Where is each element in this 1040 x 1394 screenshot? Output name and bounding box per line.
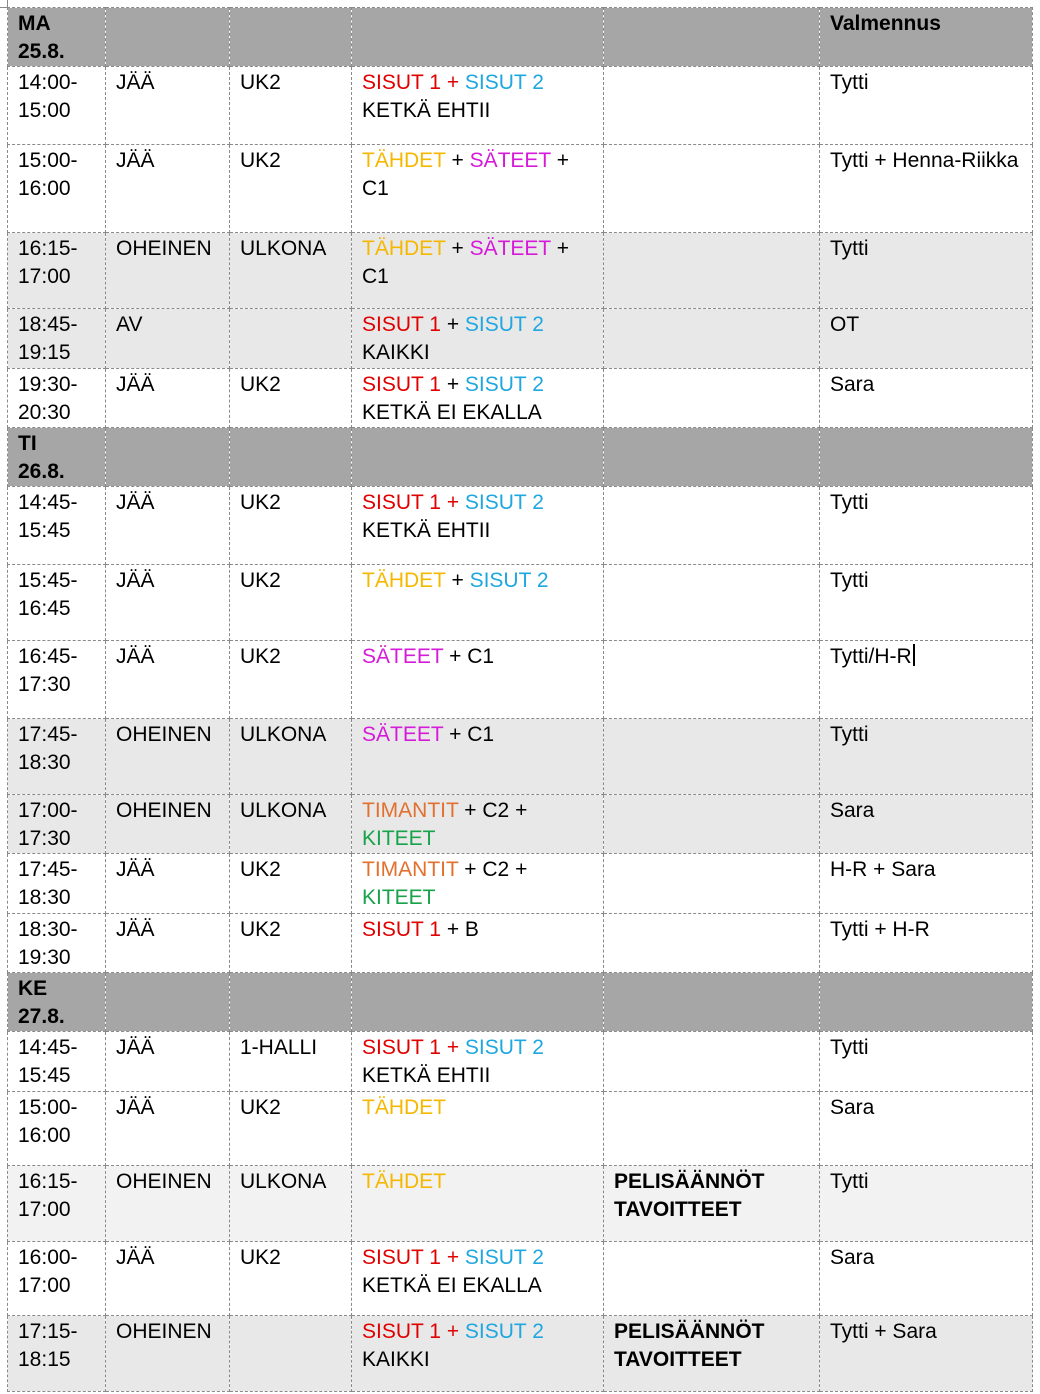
note-cell[interactable] [604, 145, 820, 233]
group-label: SISUT 2 [469, 569, 549, 592]
coach-cell[interactable] [820, 1242, 1033, 1316]
group-label: SISUT 2 [464, 71, 544, 94]
group-label: SISUT 1 [362, 491, 441, 514]
coach-name: Sara [830, 1246, 875, 1269]
text-cursor [913, 644, 915, 666]
groups-cell[interactable] [352, 914, 604, 973]
note-cell[interactable] [604, 565, 820, 641]
time-cell[interactable] [8, 1166, 106, 1242]
activity-cell[interactable] [106, 487, 230, 565]
place-text: 1-HALLI [240, 1036, 318, 1059]
note-cell[interactable] [604, 487, 820, 565]
coach-name: H-R + Sara [830, 858, 936, 881]
group-label: KITEET [362, 827, 436, 850]
note-cell[interactable] [604, 641, 820, 719]
group-connector: + B [440, 918, 479, 941]
activity-text: OHEINEN [116, 723, 212, 746]
session-row [8, 914, 1033, 973]
valmennus-header-cell [820, 973, 1033, 1032]
groups-cell[interactable] [352, 309, 604, 369]
group-connector: + C1 [362, 237, 569, 288]
note-text: PELISÄÄNNÖT [614, 1170, 765, 1193]
time-end: 15:45 [18, 1064, 71, 1087]
groups-cell[interactable] [352, 1316, 604, 1392]
time-end: 19:15 [18, 341, 71, 364]
activity-cell[interactable] [106, 369, 230, 428]
group-subtext: KETKÄ EHTII [362, 1064, 491, 1087]
group-label: SISUT 2 [464, 1320, 544, 1343]
day-header-empty-cell [604, 428, 820, 487]
session-row [8, 1032, 1033, 1092]
day-header-empty-cell [106, 8, 230, 67]
place-text: UK2 [240, 1096, 281, 1119]
activity-text: OHEINEN [116, 237, 212, 260]
time-cell[interactable] [8, 1092, 106, 1166]
place-cell[interactable] [230, 719, 352, 795]
activity-text: JÄÄ [116, 858, 155, 881]
activity-text: JÄÄ [116, 149, 155, 172]
day-header-empty-cell [230, 973, 352, 1032]
place-cell[interactable] [230, 1166, 352, 1242]
activity-text: JÄÄ [116, 373, 155, 396]
time-end: 17:00 [18, 1198, 71, 1221]
groups-cell[interactable] [352, 1242, 604, 1316]
note-cell[interactable] [604, 1032, 820, 1092]
group-label: TÄHDET [362, 569, 446, 592]
session-row [8, 1316, 1033, 1392]
time-cell[interactable] [8, 369, 106, 428]
day-cell[interactable] [8, 8, 106, 67]
time-cell[interactable] [8, 1316, 106, 1392]
coach-cell[interactable] [820, 67, 1033, 145]
time-cell[interactable] [8, 565, 106, 641]
coach-name: Sara [830, 1096, 875, 1119]
time-end: 16:00 [18, 177, 71, 200]
activity-text: JÄÄ [116, 645, 155, 668]
place-text: ULKONA [240, 799, 327, 822]
time-end: 16:45 [18, 597, 71, 620]
note-cell[interactable] [604, 309, 820, 369]
time-start: 17:45- [18, 858, 78, 881]
activity-text: JÄÄ [116, 569, 155, 592]
group-subtext: KAIKKI [362, 1348, 430, 1371]
coach-cell[interactable] [820, 145, 1033, 233]
place-text: UK2 [240, 858, 281, 881]
activity-cell[interactable] [106, 565, 230, 641]
coach-name: OT [830, 313, 860, 336]
time-end: 15:00 [18, 99, 71, 122]
valmennus-header-cell [820, 428, 1033, 487]
note-cell[interactable] [604, 854, 820, 914]
place-cell[interactable] [230, 641, 352, 719]
place-text: ULKONA [240, 723, 327, 746]
time-cell[interactable] [8, 233, 106, 309]
place-text: UK2 [240, 1246, 281, 1269]
groups-cell[interactable] [352, 487, 604, 565]
coach-cell[interactable] [820, 719, 1033, 795]
time-end: 18:30 [18, 886, 71, 909]
time-start: 17:00- [18, 799, 78, 822]
activity-text: JÄÄ [116, 1036, 155, 1059]
activity-cell[interactable] [106, 641, 230, 719]
day-header-empty-cell [604, 8, 820, 67]
group-connector: + [440, 1246, 465, 1269]
groups-cell[interactable] [352, 67, 604, 145]
group-label: SISUT 1 [362, 71, 441, 94]
time-end: 17:30 [18, 827, 71, 850]
coach-name: Tytti [830, 723, 869, 746]
coach-cell[interactable] [820, 914, 1033, 973]
group-subtext: KETKÄ EI EKALLA [362, 1274, 542, 1297]
day-header-row [8, 8, 1033, 67]
place-text: UK2 [240, 373, 281, 396]
group-connector: + [440, 71, 465, 94]
day-header-empty-cell [230, 428, 352, 487]
groups-cell[interactable] [352, 145, 604, 233]
place-cell[interactable] [230, 1092, 352, 1166]
time-end: 18:30 [18, 751, 71, 774]
coach-name: Sara [830, 373, 875, 396]
activity-text: JÄÄ [116, 918, 155, 941]
session-row [8, 309, 1033, 369]
time-end: 20:30 [18, 401, 71, 424]
session-row [8, 565, 1033, 641]
activity-cell[interactable] [106, 914, 230, 973]
time-cell[interactable] [8, 1032, 106, 1092]
session-row [8, 233, 1033, 309]
place-cell[interactable] [230, 487, 352, 565]
note-cell[interactable] [604, 369, 820, 428]
session-row [8, 1166, 1033, 1242]
session-row [8, 67, 1033, 145]
valmennus-header-cell [820, 8, 1033, 67]
group-subtext: KETKÄ EHTII [362, 519, 491, 542]
group-connector: + [445, 149, 470, 172]
activity-cell[interactable] [106, 1092, 230, 1166]
day-header-empty-cell [604, 973, 820, 1032]
activity-text: AV [116, 313, 143, 336]
coach-name: Tytti [830, 237, 869, 260]
day-header-empty-cell [106, 428, 230, 487]
place-text: UK2 [240, 71, 281, 94]
day-date: 25.8. [18, 40, 65, 63]
coach-cell[interactable] [820, 487, 1033, 565]
place-cell[interactable] [230, 233, 352, 309]
groups-cell[interactable] [352, 719, 604, 795]
time-start: 15:00- [18, 1096, 78, 1119]
coach-cell[interactable] [820, 1166, 1033, 1242]
activity-cell[interactable] [106, 1166, 230, 1242]
groups-cell[interactable] [352, 795, 604, 854]
group-subtext: KETKÄ EI EKALLA [362, 401, 542, 424]
day-header-empty-cell [352, 973, 604, 1032]
place-text: ULKONA [240, 237, 327, 260]
activity-cell[interactable] [106, 233, 230, 309]
place-cell[interactable] [230, 67, 352, 145]
group-connector: + [440, 373, 465, 396]
time-start: 16:00- [18, 1246, 78, 1269]
time-start: 15:00- [18, 149, 78, 172]
note-cell[interactable] [604, 914, 820, 973]
activity-text: OHEINEN [116, 799, 212, 822]
time-cell[interactable] [8, 914, 106, 973]
time-start: 15:45- [18, 569, 78, 592]
note-cell[interactable] [604, 1092, 820, 1166]
place-text: UK2 [240, 918, 281, 941]
time-cell[interactable] [8, 309, 106, 369]
note-cell[interactable] [604, 233, 820, 309]
coach-name: Tytti [830, 71, 869, 94]
time-end: 19:30 [18, 946, 71, 969]
place-cell[interactable] [230, 1316, 352, 1392]
time-start: 18:30- [18, 918, 78, 941]
time-cell[interactable] [8, 854, 106, 914]
activity-cell[interactable] [106, 795, 230, 854]
group-label: SISUT 2 [464, 1036, 544, 1059]
coach-cell[interactable] [820, 641, 1033, 719]
groups-cell[interactable] [352, 1032, 604, 1092]
group-label: SÄTEET [469, 149, 551, 172]
group-label: TIMANTIT [362, 799, 459, 822]
group-label: TÄHDET [362, 1170, 446, 1193]
time-cell[interactable] [8, 487, 106, 565]
session-row [8, 795, 1033, 854]
group-subtext: KETKÄ EHTII [362, 99, 491, 122]
place-cell[interactable] [230, 1032, 352, 1092]
note-text: TAVOITTEET [614, 1198, 742, 1221]
group-connector: + C1 [443, 645, 495, 668]
time-start: 14:45- [18, 491, 78, 514]
group-label: SISUT 2 [464, 1246, 544, 1269]
place-cell[interactable] [230, 795, 352, 854]
note-cell[interactable] [604, 1242, 820, 1316]
place-cell[interactable] [230, 854, 352, 914]
coach-name: Tytti [830, 569, 869, 592]
coach-name: Sara [830, 799, 875, 822]
activity-cell[interactable] [106, 309, 230, 369]
schedule-table [7, 7, 1033, 1392]
session-row [8, 369, 1033, 428]
coach-name: Tytti [830, 491, 869, 514]
note-text: PELISÄÄNNÖT [614, 1320, 765, 1343]
session-row [8, 641, 1033, 719]
group-connector: + C1 [362, 149, 569, 200]
day-cell[interactable] [8, 428, 106, 487]
place-cell[interactable] [230, 565, 352, 641]
group-connector: + [440, 1320, 465, 1343]
session-row [8, 1092, 1033, 1166]
activity-text: JÄÄ [116, 71, 155, 94]
group-label: SÄTEET [362, 723, 444, 746]
session-row [8, 854, 1033, 914]
activity-cell[interactable] [106, 145, 230, 233]
time-start: 16:45- [18, 645, 78, 668]
time-end: 18:15 [18, 1348, 71, 1371]
time-cell[interactable] [8, 795, 106, 854]
time-end: 17:00 [18, 265, 71, 288]
coach-cell[interactable] [820, 1092, 1033, 1166]
activity-cell[interactable] [106, 854, 230, 914]
group-subtext: KAIKKI [362, 341, 430, 364]
place-cell[interactable] [230, 1242, 352, 1316]
coach-cell[interactable] [820, 233, 1033, 309]
group-label: KITEET [362, 886, 436, 909]
group-connector: + [445, 569, 470, 592]
groups-cell[interactable] [352, 641, 604, 719]
time-start: 16:15- [18, 1170, 78, 1193]
group-label: TÄHDET [362, 237, 446, 260]
group-label: SISUT 1 [362, 1320, 441, 1343]
day-name: KE [18, 977, 48, 1000]
group-label: SISUT 1 [362, 1246, 441, 1269]
group-label: SÄTEET [362, 645, 444, 668]
group-label: SISUT 1 [362, 1036, 441, 1059]
group-label: SISUT 1 [362, 373, 441, 396]
activity-text: OHEINEN [116, 1320, 212, 1343]
note-text: TAVOITTEET [614, 1348, 742, 1371]
day-date: 27.8. [18, 1005, 65, 1028]
day-name: TI [18, 432, 37, 455]
day-header-empty-cell [230, 8, 352, 67]
activity-cell[interactable] [106, 719, 230, 795]
time-start: 14:00- [18, 71, 78, 94]
day-header-empty-cell [352, 8, 604, 67]
coach-name: Tytti + Henna-Riikka [830, 149, 1019, 172]
place-text: UK2 [240, 491, 281, 514]
groups-cell[interactable] [352, 854, 604, 914]
note-cell[interactable] [604, 719, 820, 795]
place-cell[interactable] [230, 914, 352, 973]
group-connector: + [445, 237, 470, 260]
activity-text: JÄÄ [116, 491, 155, 514]
day-header-row [8, 428, 1033, 487]
groups-cell[interactable] [352, 1092, 604, 1166]
time-start: 17:15- [18, 1320, 78, 1343]
place-cell[interactable] [230, 309, 352, 369]
day-header-empty-cell [106, 973, 230, 1032]
activity-cell[interactable] [106, 1316, 230, 1392]
time-end: 15:45 [18, 519, 71, 542]
day-name: MA [18, 12, 51, 35]
activity-cell[interactable] [106, 67, 230, 145]
session-row [8, 719, 1033, 795]
time-end: 16:00 [18, 1124, 71, 1147]
groups-cell[interactable] [352, 565, 604, 641]
group-label: TÄHDET [362, 149, 446, 172]
session-row [8, 487, 1033, 565]
place-cell[interactable] [230, 145, 352, 233]
time-cell[interactable] [8, 145, 106, 233]
coach-name: Tytti + H-R [830, 918, 930, 941]
schedule-body [8, 8, 1033, 1392]
activity-text: OHEINEN [116, 1170, 212, 1193]
coach-name: Tytti/H-R [830, 645, 912, 668]
place-cell[interactable] [230, 369, 352, 428]
time-cell[interactable] [8, 719, 106, 795]
place-text: UK2 [240, 645, 281, 668]
group-label: SISUT 1 [362, 313, 441, 336]
time-start: 17:45- [18, 723, 78, 746]
coach-cell[interactable] [820, 1032, 1033, 1092]
activity-cell[interactable] [106, 1242, 230, 1316]
coach-name: Tytti [830, 1170, 869, 1193]
activity-text: JÄÄ [116, 1096, 155, 1119]
group-label: SISUT 2 [464, 373, 544, 396]
group-label: SISUT 1 [362, 918, 441, 941]
coach-cell[interactable] [820, 309, 1033, 369]
group-label: TIMANTIT [362, 858, 459, 881]
place-text: UK2 [240, 569, 281, 592]
coach-cell[interactable] [820, 369, 1033, 428]
group-connector: + [440, 313, 465, 336]
note-cell[interactable] [604, 1166, 820, 1242]
note-cell[interactable] [604, 67, 820, 145]
groups-cell[interactable] [352, 369, 604, 428]
group-connector: + C2 + [458, 858, 528, 881]
time-end: 17:30 [18, 673, 71, 696]
coach-cell[interactable] [820, 565, 1033, 641]
time-end: 17:00 [18, 1274, 71, 1297]
time-cell[interactable] [8, 67, 106, 145]
group-label: SISUT 2 [464, 491, 544, 514]
time-cell[interactable] [8, 641, 106, 719]
session-row [8, 1242, 1033, 1316]
activity-text: JÄÄ [116, 1246, 155, 1269]
time-start: 18:45- [18, 313, 78, 336]
time-start: 14:45- [18, 1036, 78, 1059]
time-start: 16:15- [18, 237, 78, 260]
coach-cell[interactable] [820, 1316, 1033, 1392]
coach-name: Tytti [830, 1036, 869, 1059]
group-connector: + C1 [443, 723, 495, 746]
group-label: SISUT 2 [464, 313, 544, 336]
group-connector: + [440, 1036, 465, 1059]
place-text: ULKONA [240, 1170, 327, 1193]
day-cell[interactable] [8, 973, 106, 1032]
group-label: TÄHDET [362, 1096, 446, 1119]
groups-cell[interactable] [352, 1166, 604, 1242]
valmennus-label: Valmennus [830, 12, 941, 35]
time-cell[interactable] [8, 1242, 106, 1316]
activity-cell[interactable] [106, 1032, 230, 1092]
session-row [8, 145, 1033, 233]
note-cell[interactable] [604, 795, 820, 854]
day-header-row [8, 973, 1033, 1032]
group-connector: + [440, 491, 465, 514]
time-start: 19:30- [18, 373, 78, 396]
day-header-empty-cell [352, 428, 604, 487]
day-date: 26.8. [18, 460, 65, 483]
place-text: UK2 [240, 149, 281, 172]
group-label: SÄTEET [469, 237, 551, 260]
coach-cell[interactable] [820, 795, 1033, 854]
note-cell[interactable] [604, 1316, 820, 1392]
group-connector: + C2 + [458, 799, 528, 822]
coach-name: Tytti + Sara [830, 1320, 937, 1343]
groups-cell[interactable] [352, 233, 604, 309]
coach-cell[interactable] [820, 854, 1033, 914]
